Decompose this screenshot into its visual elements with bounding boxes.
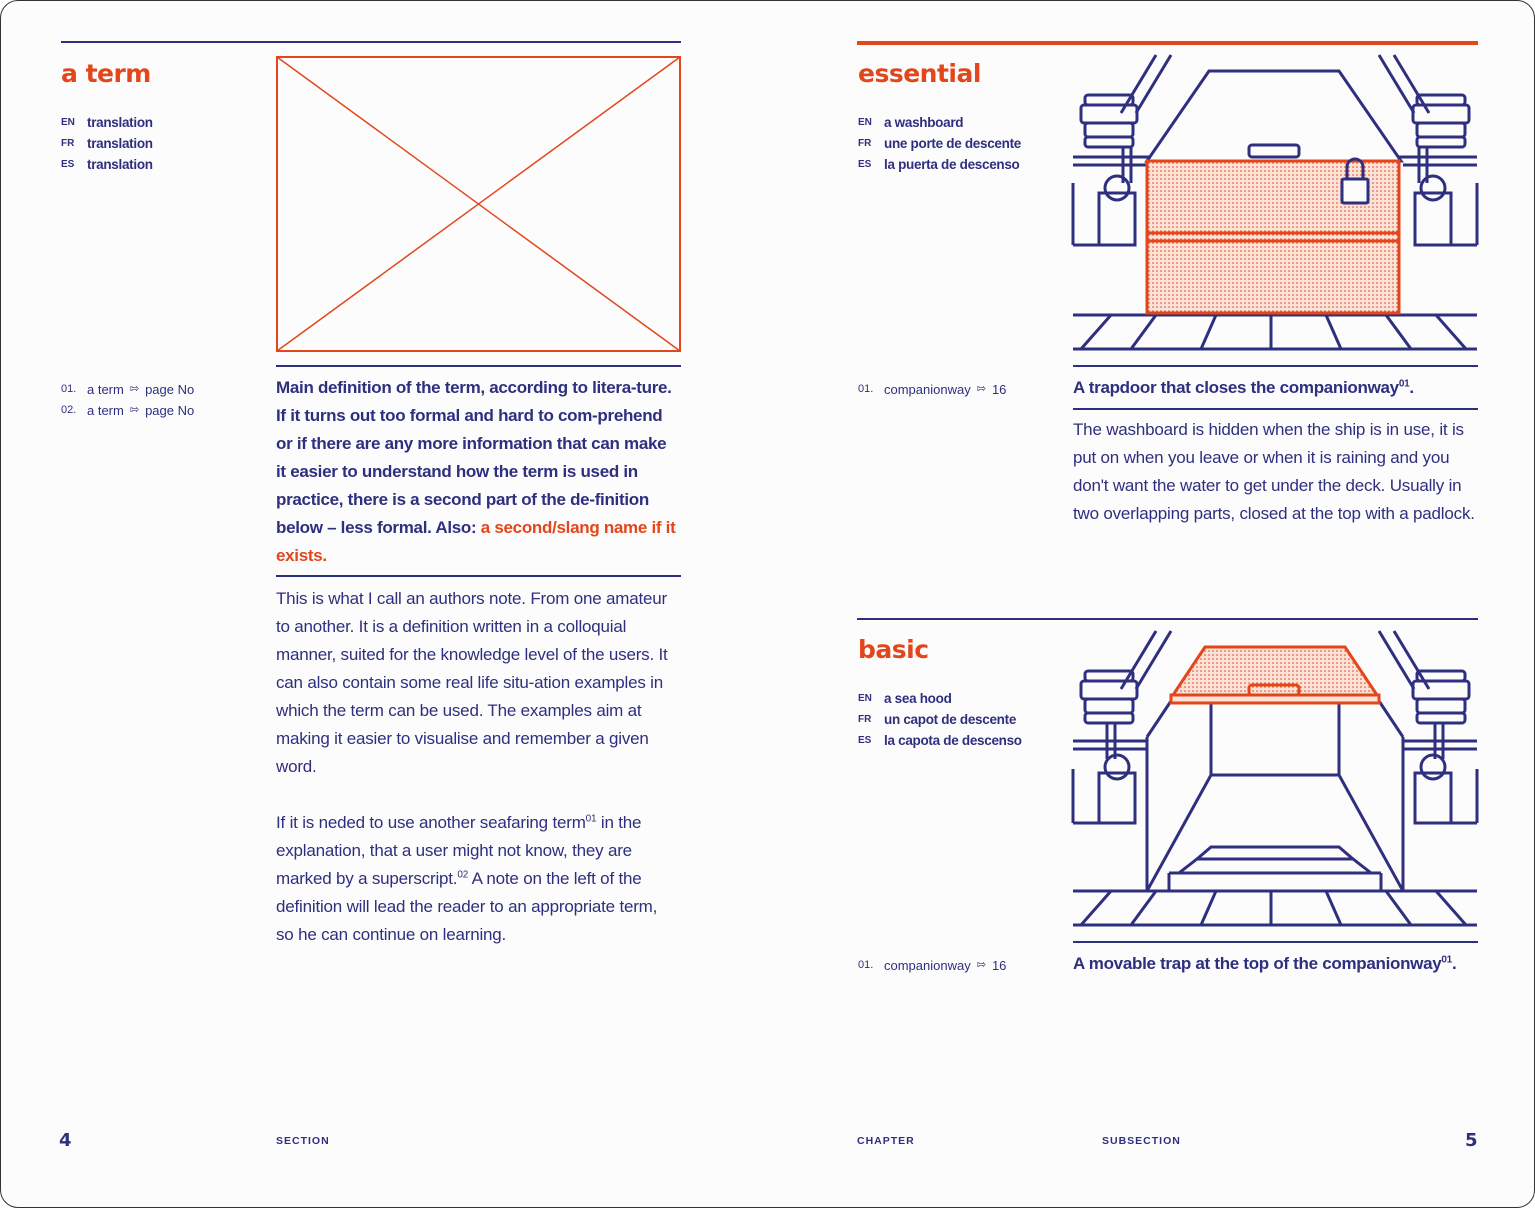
translation-en: EN a sea hood	[858, 691, 952, 706]
sea-hood-illustration-icon	[1071, 629, 1479, 931]
washboard-illustration-icon	[1071, 53, 1479, 355]
footer-chapter: CHAPTER	[857, 1135, 915, 1147]
ref-item[interactable]: 01. companionway ⇰ 16	[858, 379, 1006, 400]
arrow-icon: ⇰	[976, 383, 986, 395]
entry1-note: The washboard is hidden when the ship is in use, it is put on when you leave or when it is raining and you don't want the water to get under the deck. Usually in two overlapping parts, closed at the top with a padlock.	[1073, 420, 1475, 523]
page-number-left: 4	[59, 1130, 72, 1151]
cross-references	[61, 379, 194, 421]
footer-subsection: SUBSECTION	[1102, 1135, 1181, 1147]
entry1-heading: essential	[858, 59, 981, 88]
top-rule-left	[61, 41, 681, 43]
translation-es: ES la capota de descenso	[858, 733, 1022, 748]
image-placeholder-icon	[276, 56, 681, 352]
ref-item[interactable]: 01. companionway ⇰ 16	[858, 955, 1006, 976]
translation-es: ES translation	[61, 157, 153, 172]
entry1-definition: A trapdoor that closes the companionway$^{01}$.	[1073, 378, 1414, 397]
translation-en: EN a washboard	[858, 115, 964, 130]
footer-section: SECTION	[276, 1135, 330, 1147]
definition-rule-bottom	[276, 575, 681, 577]
ref-item[interactable]: 02. a term ⇰ page No	[61, 400, 194, 421]
translation-fr: FR une porte de descente	[858, 136, 1021, 151]
entry1-translations	[858, 112, 1021, 175]
definition-rule-top	[276, 365, 681, 367]
entry2-rule-mid	[1073, 941, 1478, 943]
entry2-cross-references	[858, 955, 1006, 976]
arrow-icon: ⇰	[976, 959, 986, 971]
translation-es: ES la puerta de descenso	[858, 157, 1020, 172]
page-number-right: 5	[1465, 1130, 1478, 1151]
translation-fr: FR translation	[61, 136, 153, 151]
main-definition: Main definition of the term, according to litera-ture. If it turns out too formal and hard to com-prehend or if there are any more information that can make it easier to understand how the term is used in practice, there is a second part of the de-finition below – less formal. Also: a second/slang name if it exists.	[276, 378, 676, 565]
entry2-translations	[858, 688, 1022, 751]
arrow-icon: ⇰	[129, 383, 140, 395]
entry-heading: a term	[61, 59, 151, 88]
slang-name: a second/slang name if it exists.	[276, 518, 676, 565]
translations	[61, 112, 153, 175]
authors-note: This is what I call an authors note. From one amateur to another. It is a definition written in a colloquial manner, suited for the knowledge level of the users. It can also contain some real life situ-ation examples in which the term can be used. The examples aim at making it easier to visualise and remember a given word. If it is neded to use another seafaring term$^{01}$ in the explanation, that a user might not know, they are marked by a superscript.$^{02}$ A note on the left of the definition will lead the reader to an appropriate term, so he can continue on learning.	[276, 585, 676, 949]
entry2-heading: basic	[858, 635, 929, 664]
entry1-rule-bottom	[1073, 408, 1478, 410]
entry2-rule-top	[857, 618, 1478, 620]
top-rule-right	[857, 41, 1478, 45]
translation-en: EN translation	[61, 115, 153, 130]
translation-fr: FR un capot de descente	[858, 712, 1017, 727]
entry2-definition: A movable trap at the top of the companionway$^{01}$.	[1073, 954, 1457, 973]
authors-note-p2: If it is neded to use another seafaring term$^{01}$ in the explanation, that a user might not know, they are marked by a superscript.$^{02}$ A note on the left of the definition will lead the reader to an appropriate term, so he can continue on learning.	[276, 813, 658, 944]
entry1-cross-references	[858, 379, 1006, 400]
entry1-rule-top	[1073, 365, 1478, 367]
arrow-icon: ⇰	[129, 404, 140, 416]
ref-item[interactable]: 01. a term ⇰ page No	[61, 379, 194, 400]
